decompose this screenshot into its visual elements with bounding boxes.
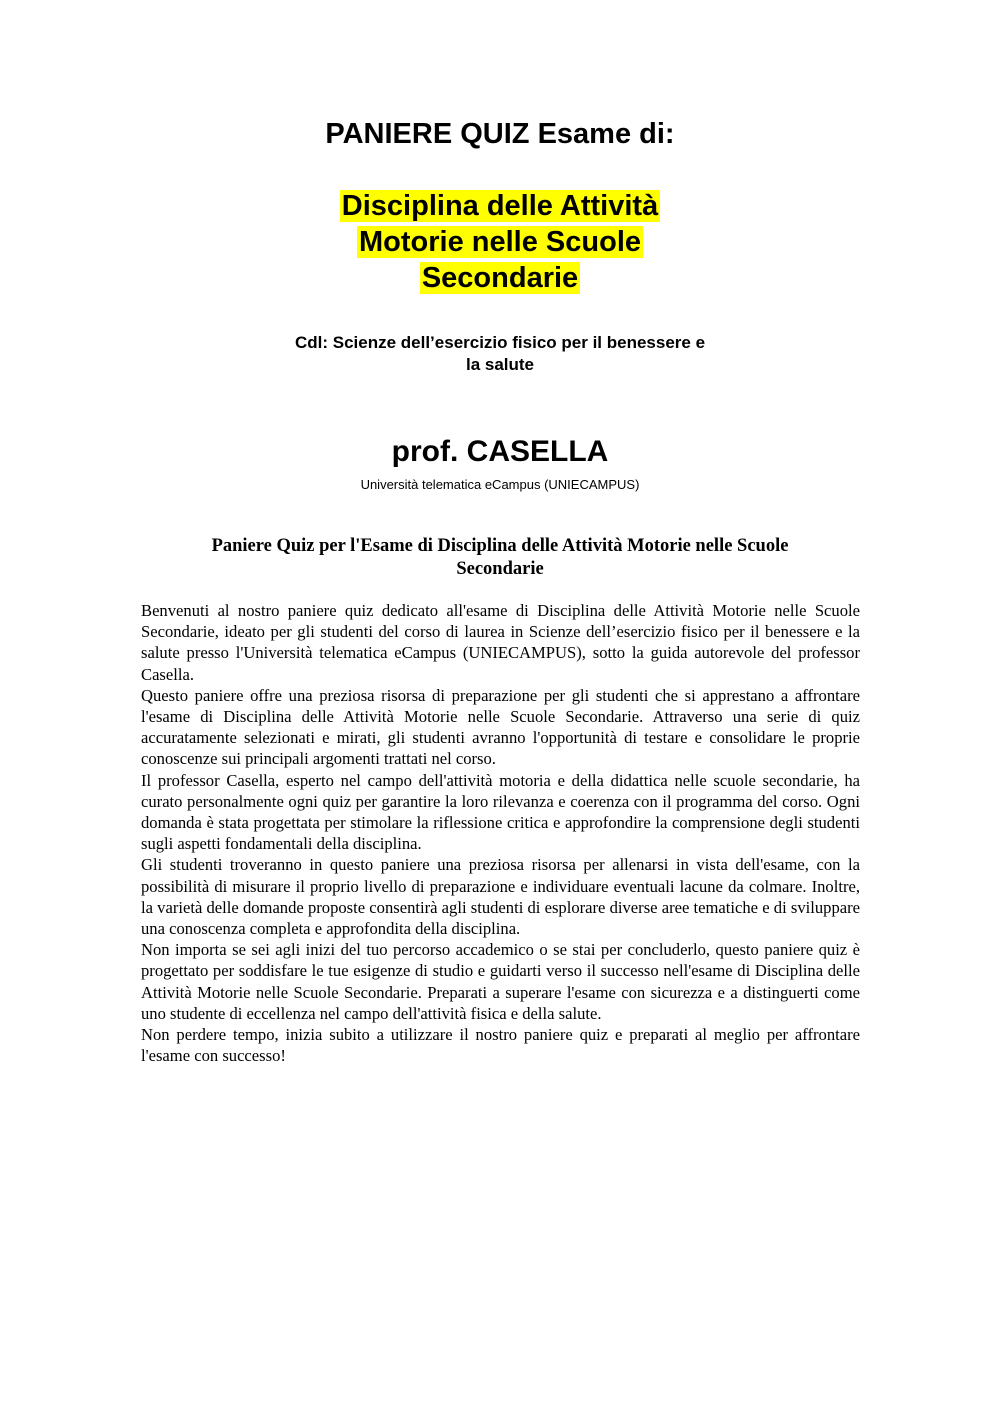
- professor-name: prof. CASELLA: [391, 435, 609, 468]
- heading-line: Paniere Quiz per l'Esame di Disciplina delle Attività Motorie nelle Scuole: [211, 536, 789, 556]
- subject-line: [0, 188, 1000, 224]
- document-title: PANIERE QUIZ Esame di:: [325, 118, 675, 150]
- section-heading: [0, 535, 1000, 581]
- heading-line: Secondarie: [456, 559, 544, 579]
- course-of-study: [0, 332, 1000, 376]
- paragraph: Gli studenti troveranno in questo paniere una preziosa risorsa per allenarsi in vista dell'esame, con la possibilità di misurare il proprio livello di preparazione e individuare eventuali lacune da colmare. Inoltre, la varietà delle domande proposte consentirà agli studenti di esplorare diverse aree tematiche e di sviluppare una conoscenza completa e approfondita della disciplina.: [141, 855, 860, 939]
- subject-line-highlight: Motorie nelle Scuole: [359, 226, 641, 258]
- body-text: [141, 600, 860, 1066]
- course-line: la salute: [465, 355, 535, 374]
- course-line: Cdl: Scienze dell’esercizio fisico per il benessere e: [294, 333, 706, 352]
- subject-line: [0, 260, 1000, 296]
- university-name: Università telematica eCampus (UNIECAMPUS): [360, 477, 640, 492]
- subject-title: [0, 188, 1000, 296]
- subject-line: [0, 224, 1000, 260]
- paragraph: Benvenuti al nostro paniere quiz dedicato all'esame di Disciplina delle Attività Motorie nelle Scuole Secondarie, ideato per gli studenti del corso di laurea in Scienze dell’esercizio fisico per il benessere e la salute presso l'Università telematica eCampus (UNIECAMPUS), sotto la guida autorevole del professor Casella.: [141, 601, 860, 684]
- paragraph: Non perdere tempo, inizia subito a utilizzare il nostro paniere quiz e preparati al meglio per affrontare l'esame con successo!: [141, 1025, 860, 1066]
- paragraph: Questo paniere offre una preziosa risorsa di preparazione per gli studenti che si apprestano a affrontare l'esame di Disciplina delle Attività Motorie nelle Scuole Secondarie. Attraverso una serie di quiz accuratamente selezionati e mirati, gli studenti avranno l'opportunità di testare e consolidare le proprie conoscenze sui principali argomenti trattati nel corso.: [141, 685, 860, 769]
- subject-line-highlight: Disciplina delle Attività: [341, 190, 659, 222]
- paragraph: Non importa se sei agli inizi del tuo percorso accademico o se stai per concluderlo, questo paniere quiz è progettato per soddisfare le tue esigenze di studio e guidarti verso il successo nell'esame di Disciplina delle Attività Motorie nelle Scuole Secondarie. Preparati a superare l'esame con sicurezza e a distinguerti come uno studente di eccellenza nel campo dell'attività fisica e della salute.: [141, 940, 860, 1023]
- subject-line-highlight: Secondarie: [421, 262, 579, 294]
- paragraph: Il professor Casella, esperto nel campo dell'attività motoria e della didattica nelle scuole secondarie, ha curato personalmente ogni quiz per garantire la loro rilevanza e coerenza con il programma del corso. Ogni domanda è stata progettata per stimolare la riflessione critica e approfondire la comprensione degli studenti sugli aspetti fondamentali della disciplina.: [141, 770, 860, 854]
